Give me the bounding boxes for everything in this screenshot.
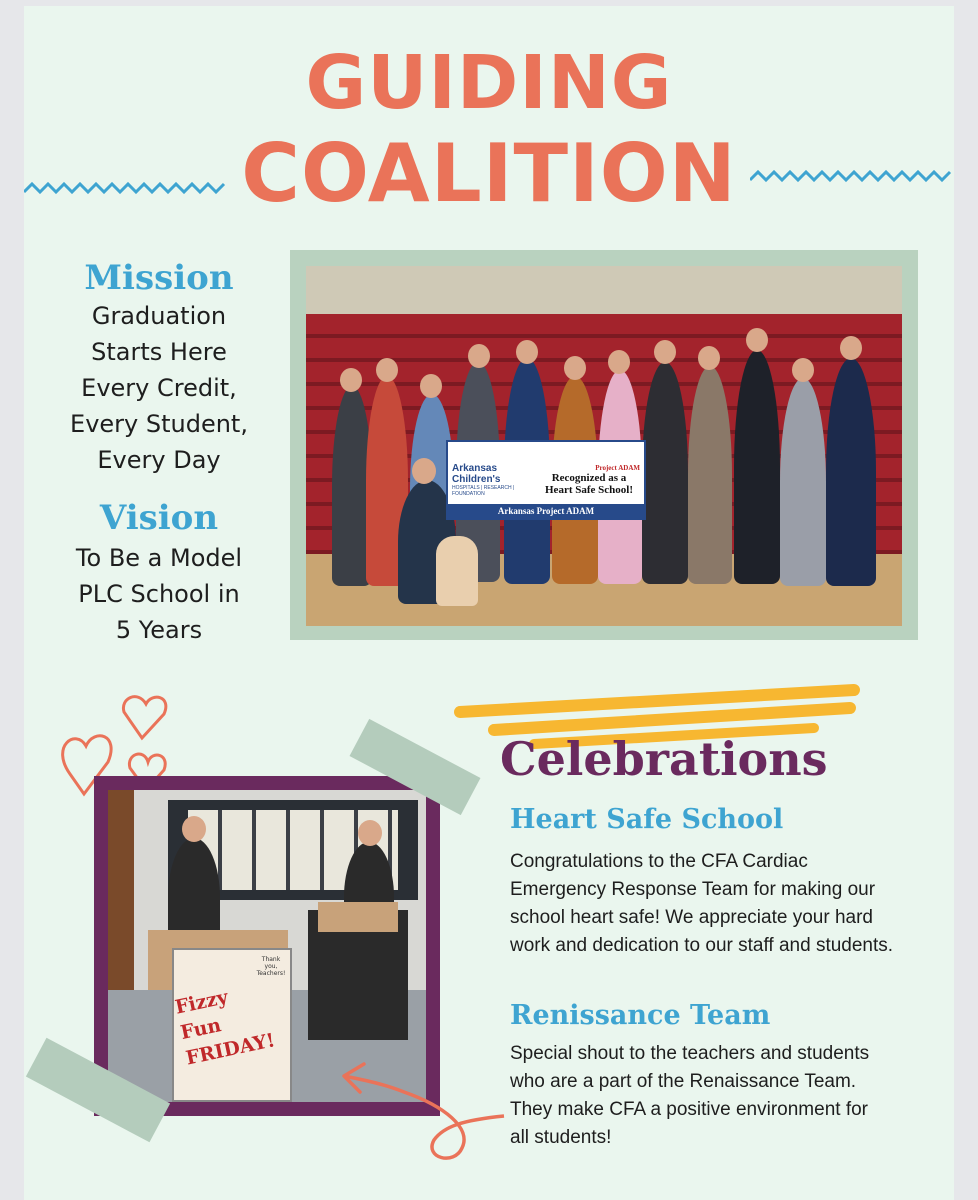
curved-arrow-decoration bbox=[324, 1036, 514, 1166]
heart-safe-text: Congratulations to the CFA Cardiac Emergency Response Team for making our school heart safe! We appreciate your hard work and dedication to our staff and students. bbox=[510, 851, 894, 956]
group-photo bbox=[306, 266, 902, 626]
banner-footer: Arkansas Project ADAM bbox=[448, 504, 644, 518]
group-photo-frame bbox=[290, 250, 918, 640]
mission-line: Every Student, bbox=[70, 410, 248, 438]
vision-heading: Vision bbox=[99, 498, 219, 538]
sign-text: Fizzy Fun FRIDAY! bbox=[173, 986, 277, 1070]
renissance-heading: Renissance Team bbox=[510, 1000, 771, 1031]
mission-line: Every Day bbox=[97, 446, 221, 474]
title-line-2: COALITION bbox=[241, 127, 737, 220]
newsletter-page bbox=[24, 6, 954, 1200]
banner-brand: Project ADAM bbox=[595, 464, 640, 472]
heart-safe-banner bbox=[446, 440, 646, 520]
fizzy-fun-friday-sign bbox=[172, 948, 292, 1102]
banner-org: Arkansas Children's bbox=[452, 463, 501, 485]
vision-line: 5 Years bbox=[115, 616, 203, 644]
mission-line: Starts Here bbox=[91, 338, 227, 366]
celebrations-heading: Celebrations bbox=[500, 732, 828, 786]
banner-org-sub: HOSPITALS | RESEARCH | FOUNDATION bbox=[452, 485, 515, 497]
renissance-text: Special shout to the teachers and students who are a part of the Renaissance Team. They make CFA a positive environment for all students! bbox=[510, 1043, 870, 1148]
vision-text bbox=[44, 540, 274, 648]
vision-line: PLC School in bbox=[78, 580, 240, 608]
cpr-mannequin bbox=[436, 536, 478, 606]
mission-text bbox=[44, 298, 274, 478]
banner-main: Recognized as a Heart Safe School! bbox=[545, 472, 633, 496]
cup-text: Thank you, Teachers! bbox=[256, 956, 286, 977]
mission-line: Graduation bbox=[91, 302, 227, 330]
mission-heading: Mission bbox=[84, 258, 234, 298]
vision-line: To Be a Model bbox=[75, 544, 243, 572]
title-line-1: GUIDING bbox=[305, 40, 673, 126]
mission-line: Every Credit, bbox=[81, 374, 237, 402]
heart-safe-heading: Heart Safe School bbox=[510, 804, 784, 835]
left-wave-decoration bbox=[24, 178, 229, 202]
right-wave-decoration bbox=[750, 166, 954, 190]
